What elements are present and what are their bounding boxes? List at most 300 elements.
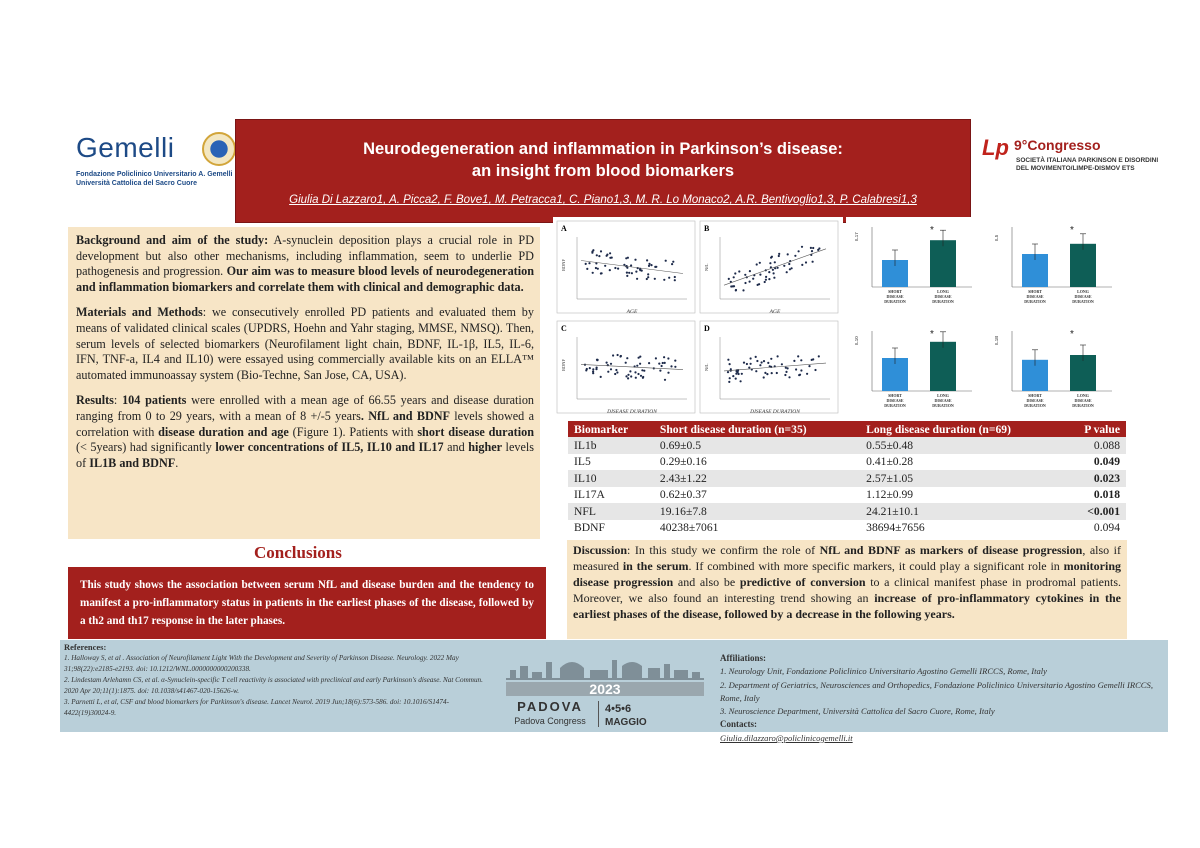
scatter-point: [765, 279, 767, 281]
methods-heading: Materials and Methods: [76, 305, 203, 320]
scatter-point: [663, 279, 665, 281]
background-heading: Background and aim of the study:: [76, 233, 269, 247]
scatter-point: [763, 360, 765, 362]
scatter-point: [674, 276, 676, 278]
scatter-point: [628, 272, 630, 274]
main-text-box: [68, 227, 540, 539]
bar-y-label: IL5: [994, 234, 999, 241]
scatter-point: [812, 358, 814, 360]
scatter-plots: [553, 217, 843, 417]
scatter-point: [818, 355, 820, 357]
scatter-point: [610, 368, 612, 370]
references-heading: References:: [64, 642, 107, 652]
scatter-figure-panel: [553, 217, 843, 417]
table-cell: <0.001: [1064, 503, 1126, 520]
scatter-panel-letter: B: [704, 224, 710, 233]
table-cell: IL17A: [568, 487, 654, 504]
scatter-point: [801, 264, 803, 266]
scatter-point: [600, 272, 602, 274]
scatter-point: [588, 262, 590, 264]
scatter-point: [670, 365, 672, 367]
scatter-y-label: BDNF: [561, 258, 566, 271]
bar-y-label: IL10: [854, 336, 859, 345]
scatter-point: [604, 265, 606, 267]
scatter-point: [771, 372, 773, 374]
scatter-point: [799, 374, 801, 376]
scatter-point: [616, 371, 618, 373]
scatter-panel-letter: D: [704, 324, 710, 333]
table-cell: NFL: [568, 503, 654, 520]
society-name-line1: SOCIETÀ ITALIANA PARKINSON E DISORDINI: [1016, 157, 1159, 164]
scatter-point: [631, 272, 633, 274]
discussion-box: [567, 540, 1127, 639]
scatter-point: [759, 274, 761, 276]
reference-item: 3. Parnetti L, et al, CSF and blood biomarkers for Parkinson's disease. Lancet Neurol. 2019 Jun;18(6):573-586. doi: 10.1016/S1474-4422(19)30024-9.: [64, 698, 449, 717]
bar-category-label: SHORT: [1028, 393, 1042, 398]
gemelli-logo: [76, 128, 236, 198]
scatter-point: [589, 367, 591, 369]
significance-star: *: [1070, 329, 1074, 340]
bar-category-label: DURATION: [1072, 403, 1094, 408]
table-cell: 19.16±7.8: [654, 503, 860, 520]
table-header: Short disease duration (n=35): [654, 421, 860, 437]
scatter-point: [630, 264, 632, 266]
discussion-bold: NfL and BDNF as markers of disease progression: [819, 543, 1083, 557]
scatter-point: [810, 247, 812, 249]
scatter-point: [744, 274, 746, 276]
bar-category-label: DURATION: [932, 403, 954, 408]
affiliations: [720, 652, 1160, 745]
discussion-text: : In this study we confirm the role of: [627, 543, 820, 557]
scatter-point: [597, 268, 599, 270]
bar-category-label: SHORT: [1028, 289, 1042, 294]
scatter-point: [672, 261, 674, 263]
scatter-point: [767, 362, 769, 364]
significance-star: *: [930, 225, 934, 236]
scatter-point: [636, 365, 638, 367]
scatter-point: [626, 267, 628, 269]
reference-item: 1. Halloway S, et al . Association of Neurofilament Light With the Development and Severity of Parkinson Disease. Neurology. 2022 May 31;98(22):e2185-e2193. doi: 10.1212/WNL.0000000000200338.: [64, 654, 459, 673]
scatter-point: [772, 269, 774, 271]
scatter-panel-letter: C: [561, 324, 567, 333]
scatter-point: [658, 363, 660, 365]
scatter-point: [730, 368, 732, 370]
scatter-point: [612, 354, 614, 356]
bar-y-label: IL17: [854, 232, 859, 241]
scatter-point: [755, 356, 757, 358]
scatter-point: [756, 360, 758, 362]
table-header: Biomarker: [568, 421, 654, 437]
bar-category-label: SHORT: [888, 393, 902, 398]
methods-paragraph: [76, 305, 534, 383]
table-cell: 0.094: [1064, 520, 1126, 537]
scatter-point: [781, 363, 783, 365]
scatter-point: [778, 253, 780, 255]
scatter-point: [626, 272, 628, 274]
bar-category-label: DISEASE: [1074, 398, 1092, 403]
scatter-point: [642, 377, 644, 379]
significance-star: *: [930, 329, 934, 340]
scatter-point: [750, 357, 752, 359]
scatter-point: [787, 367, 789, 369]
scatter-point: [788, 376, 790, 378]
table-cell: 0.018: [1064, 487, 1126, 504]
contacts-heading: Contacts:: [720, 719, 757, 730]
scatter-point: [759, 262, 761, 264]
scatter-point: [595, 368, 597, 370]
background-paragraph: [76, 233, 534, 295]
table-cell: 0.088: [1064, 437, 1126, 454]
padova-congress-logo: [500, 656, 710, 732]
bar-category-label: DISEASE: [1026, 294, 1044, 299]
table-cell: IL1b: [568, 437, 654, 454]
aim-text: Our aim was to measure blood levels of neurodegeneration and inflammation biomarkers and correlate them with clinical and demographic data.: [76, 264, 534, 294]
scatter-point: [729, 377, 731, 379]
scatter-point: [752, 278, 754, 280]
scatter-x-label: DISEASE DURATION: [607, 409, 657, 415]
results-text: (< 5years) had significantly: [76, 440, 216, 455]
scatter-point: [648, 362, 650, 364]
bar-figure-panel: [846, 217, 1136, 417]
scatter-point: [598, 255, 600, 257]
scatter-y-label: BDNF: [561, 358, 566, 371]
results-bold: short disease duration: [417, 424, 534, 439]
discussion-text: to a clinical manifest phase in prodromal patients. Moreover, we also found an interesting trend showing an: [573, 575, 1122, 605]
scatter-point: [619, 355, 621, 357]
scatter-x-label: AGE: [626, 309, 638, 315]
bar-y-label: IL1B: [994, 335, 999, 345]
scatter-x-label: DISEASE DURATION: [750, 409, 800, 415]
table-cell: 40238±7061: [654, 520, 860, 537]
results-bold: IL1B and BDNF: [89, 455, 176, 470]
scatter-point: [798, 250, 800, 252]
scatter-point: [627, 257, 629, 259]
scatter-point: [748, 367, 750, 369]
scatter-point: [634, 371, 636, 373]
scatter-point: [800, 359, 802, 361]
scatter-point: [755, 370, 757, 372]
scatter-point: [635, 271, 637, 273]
scatter-point: [793, 360, 795, 362]
scatter-point: [770, 358, 772, 360]
scatter-y-label: NfL: [704, 363, 709, 371]
padova-year: 2023: [589, 681, 621, 697]
scatter-point: [647, 273, 649, 275]
scatter-point: [637, 373, 639, 375]
bar-category-label: LONG: [937, 393, 949, 398]
scatter-point: [659, 370, 661, 372]
table-cell: 0.023: [1064, 470, 1126, 487]
scatter-point: [800, 369, 802, 371]
scatter-point: [671, 263, 673, 265]
scatter-point: [667, 372, 669, 374]
table-cell: 0.69±0.5: [654, 437, 860, 454]
scatter-point: [811, 250, 813, 252]
scatter-point: [674, 366, 676, 368]
scatter-point: [806, 373, 808, 375]
scatter-point: [749, 281, 751, 283]
long-duration-bar: [930, 240, 956, 287]
results-bold: disease duration and age: [158, 424, 289, 439]
table-cell: 38694±7656: [860, 520, 1064, 537]
scatter-point: [742, 289, 744, 291]
scatter-point: [648, 265, 650, 267]
scatter-point: [609, 269, 611, 271]
conclusions-heading: Conclusions: [254, 543, 342, 562]
scatter-point: [627, 374, 629, 376]
table-row: [568, 487, 1126, 504]
scatter-panel-letter: A: [561, 224, 567, 233]
scatter-point: [808, 365, 810, 367]
scatter-point: [592, 272, 594, 274]
scatter-point: [643, 370, 645, 372]
scatter-point: [610, 363, 612, 365]
scatter-point: [769, 262, 771, 264]
scatter-point: [728, 381, 730, 383]
scatter-point: [728, 278, 730, 280]
scatter-point: [596, 254, 598, 256]
padova-month: MAGGIO: [605, 717, 647, 728]
scatter-point: [609, 252, 611, 254]
table-row: [568, 503, 1126, 520]
scatter-point: [638, 357, 640, 359]
university-seal-icon: [202, 132, 236, 166]
table-header-row: [568, 421, 1126, 437]
limpe-logo: [978, 135, 1168, 185]
scatter-point: [654, 266, 656, 268]
scatter-point: [661, 365, 663, 367]
scatter-point: [650, 264, 652, 266]
bar-category-label: DURATION: [884, 299, 906, 304]
scatter-point: [787, 253, 789, 255]
society-name: [1016, 157, 1158, 173]
scatter-point: [630, 375, 632, 377]
title-banner: [235, 119, 971, 223]
bar-category-label: DURATION: [1072, 299, 1094, 304]
reference-item: 2. Lindestam Arlehamn CS, et al. α-Synuclein-specific T cell reactivity is associated with preclinical and early Parkinson's disease. Nat Commun. 2020 Apr 20;11(1):1875. doi: 10.1038/s41467-020-15626-w.: [64, 676, 483, 695]
scatter-point: [727, 359, 729, 361]
poster-title-line2: an insight from blood biomarkers: [471, 162, 735, 180]
scatter-point: [640, 375, 642, 377]
scatter-point: [664, 379, 666, 381]
bar-category-label: DISEASE: [934, 294, 952, 299]
results-bold: lower concentrations of IL5, IL10 and IL17: [215, 440, 444, 455]
scatter-point: [595, 267, 597, 269]
scatter-point: [654, 278, 656, 280]
scatter-point: [735, 289, 737, 291]
padova-skyline-icon: [500, 656, 710, 732]
table-cell: IL5: [568, 454, 654, 471]
scatter-point: [667, 357, 669, 359]
scatter-point: [641, 369, 643, 371]
scatter-point: [749, 270, 751, 272]
table-cell: 24.21±10.1: [860, 503, 1064, 520]
scatter-point: [623, 264, 625, 266]
bar-category-label: DISEASE: [886, 398, 904, 403]
scatter-point: [778, 255, 780, 257]
scatter-point: [758, 283, 760, 285]
bar-charts: [846, 217, 1136, 417]
scatter-point: [766, 373, 768, 375]
discussion-bold: in the serum: [622, 559, 689, 573]
results-text: and: [443, 440, 469, 455]
scatter-point: [768, 278, 770, 280]
table-header: P value: [1064, 421, 1126, 437]
scatter-point: [774, 261, 776, 263]
table-row: [568, 454, 1126, 471]
scatter-point: [746, 363, 748, 365]
results-text: :: [113, 393, 123, 408]
scatter-point: [674, 279, 676, 281]
scatter-point: [627, 377, 629, 379]
scatter-point: [740, 380, 742, 382]
scatter-point: [768, 271, 770, 273]
scatter-point: [617, 354, 619, 356]
scatter-point: [795, 368, 797, 370]
table-cell: 2.43±1.22: [654, 470, 860, 487]
scatter-point: [662, 362, 664, 364]
scatter-point: [785, 371, 787, 373]
bar-category-label: DISEASE: [1074, 294, 1092, 299]
limpe-mark: Lp: [982, 135, 1009, 160]
bar-category-label: DISEASE: [1026, 398, 1044, 403]
long-duration-bar: [1070, 244, 1096, 287]
scatter-point: [756, 263, 758, 265]
scatter-point: [606, 362, 608, 364]
bar-category-label: DURATION: [884, 403, 906, 408]
results-bold: . NfL and BDNF: [360, 408, 450, 423]
scatter-point: [585, 369, 587, 371]
results-text: (Figure 1). Patients with: [288, 424, 418, 439]
scatter-point: [788, 263, 790, 265]
table-cell: 0.41±0.28: [860, 454, 1064, 471]
scatter-point: [635, 377, 637, 379]
scatter-point: [776, 372, 778, 374]
society-name-line2: DEL MOVIMENTO/LIMPE-DISMOV ETS: [1016, 165, 1135, 172]
discussion-bold: predictive of conversion: [739, 575, 866, 589]
scatter-point: [817, 249, 819, 251]
bar-category-label: DISEASE: [934, 398, 952, 403]
scatter-point: [665, 260, 667, 262]
results-text: .: [175, 455, 179, 470]
scatter-point: [786, 271, 788, 273]
scatter-point: [765, 276, 767, 278]
bar-category-label: DURATION: [1024, 403, 1046, 408]
scatter-point: [592, 368, 594, 370]
poster-title-line1: Neurodegeneration and inflammation in Parkinson’s disease:: [363, 140, 843, 158]
scatter-point: [629, 370, 631, 372]
scatter-point: [761, 361, 763, 363]
results-text: were enrolled with a mean age of 66.55 years and disease duration ranging from 0 to 29 years, with a mean of 8 +/-5 years: [76, 393, 535, 423]
scatter-point: [609, 257, 611, 259]
scatter-point: [741, 373, 743, 375]
conclusions-box: This study shows the association between serum NfL and disease burden and the tendency to manifest a pro-inflammatory status in patients in the earliest phases of the disease, followed by a th2 and th17 response in the later phases.: [68, 567, 546, 639]
scatter-point: [625, 375, 627, 377]
scatter-point: [625, 362, 627, 364]
scatter-point: [759, 364, 761, 366]
scatter-point: [655, 357, 657, 359]
scatter-point: [738, 270, 740, 272]
scatter-point: [596, 359, 598, 361]
scatter-point: [763, 376, 765, 378]
table-row: [568, 437, 1126, 454]
table-cell: 2.57±1.05: [860, 470, 1064, 487]
scatter-point: [727, 371, 729, 373]
scatter-point: [592, 372, 594, 374]
scatter-point: [600, 376, 602, 378]
table-row: [568, 520, 1126, 537]
table-cell: IL10: [568, 470, 654, 487]
discussion-text: and also be: [673, 575, 740, 589]
results-bold: higher: [468, 440, 503, 455]
table-header: Long disease duration (n=69): [860, 421, 1064, 437]
scatter-point: [668, 277, 670, 279]
table-cell: 0.049: [1064, 454, 1126, 471]
scatter-point: [750, 363, 752, 365]
scatter-point: [814, 369, 816, 371]
background-text: A-synuclein deposition plays a crucial role in PD development but also other mechanisms, including inflammation, seem to underlie PD pathogenesis and progression.: [76, 233, 534, 279]
bar-category-label: DURATION: [1024, 299, 1046, 304]
discussion-text: , also if measured: [573, 543, 1121, 573]
results-bold: 104 patients: [122, 393, 187, 408]
scatter-point: [634, 259, 636, 261]
scatter-point: [617, 268, 619, 270]
table-row: [568, 470, 1126, 487]
scatter-point: [606, 255, 608, 257]
bar-category-label: LONG: [1077, 393, 1089, 398]
scatter-point: [729, 363, 731, 365]
table-cell: 0.62±0.37: [654, 487, 860, 504]
affiliation-item: 1. Neurology Unit, Fondazione Policlinico Universitario Agostino Gemelli IRCCS, Rome, Italy: [720, 666, 1047, 677]
affiliation-item: 3. Neuroscience Department, Università Cattolica del Sacro Cuore, Rome, Italy: [720, 706, 995, 717]
significance-star: *: [1070, 225, 1074, 236]
scatter-x-label: AGE: [769, 309, 781, 315]
scatter-point: [777, 267, 779, 269]
gemelli-brand: Gemelli: [76, 132, 175, 163]
methods-text: : we consecutively enrolled PD patients and evaluated them by means of validated clinical scales (UPDRS, Hoehn and Yahr staging, MMSE, NMSQ). Then, serum levels of selected biomarkers (Neurofilament light chain, BDNF, IL-1β, IL5, IL-6, IFN, TNF-a, IL4 and IL10) were essayed using commercially available kits on an ELLA™ automated immunoassay system (Bio-Techne, San Jose, CA, USA).: [76, 305, 534, 382]
discussion-bold: increase of pro-inflammatory cytokines in the earliest phases of the disease, followed by a decrease in the following years.: [573, 591, 1121, 621]
padova-venue: Padova Congress: [514, 716, 586, 726]
table-cell: 0.29±0.16: [654, 454, 860, 471]
scatter-point: [648, 263, 650, 265]
scatter-point: [639, 363, 641, 365]
scatter-point: [777, 355, 779, 357]
bar-category-label: LONG: [937, 289, 949, 294]
scatter-point: [791, 267, 793, 269]
scatter-point: [636, 278, 638, 280]
discussion-heading: Discussion: [573, 543, 628, 557]
scatter-point: [664, 362, 666, 364]
scatter-point: [600, 250, 602, 252]
padova-dates: 4•5•6: [605, 703, 632, 715]
results-paragraph: [76, 393, 534, 471]
scatter-point: [764, 372, 766, 374]
scatter-point: [783, 265, 785, 267]
scatter-point: [614, 373, 616, 375]
contact-email-link[interactable]: Giulia.dilazzaro@policlinicogemelli.it: [720, 732, 853, 743]
scatter-point: [730, 285, 732, 287]
scatter-point: [674, 360, 676, 362]
bar-category-label: SHORT: [888, 289, 902, 294]
affiliation-item: 2. Department of Geriatrics, Neurosciences and Orthopedics, Fondazione Policlinico Universitario Agostino Gemelli IRCCS, Rome, Italy: [720, 679, 1153, 703]
results-heading: Results: [76, 393, 114, 408]
gemelli-subtitle: [76, 170, 233, 188]
table-cell: 1.12±0.99: [860, 487, 1064, 504]
scatter-point: [794, 255, 796, 257]
discussion-text: . If combined with more specific markers, it could play a significant role in: [688, 559, 1064, 573]
authors-line: Giulia Di Lazzaro1, A. Picca2, F. Bove1, M. Petracca1, C. Piano1,3, M. R. Lo Monaco2, A.R. Bentivoglio1,3, P. Calabresi1,3: [289, 194, 917, 206]
gemelli-subtitle-line1: Fondazione Policlinico Universitario A. Gemelli: [76, 171, 233, 178]
